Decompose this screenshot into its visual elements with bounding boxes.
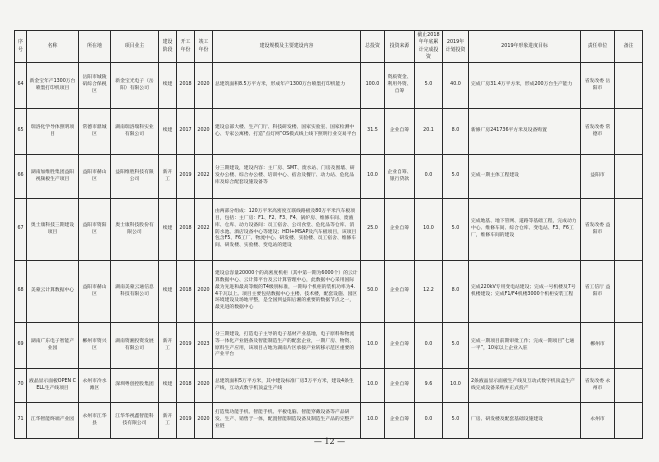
cell-no: 65 (15, 109, 27, 155)
cell-owner: 新金宝光电子（岳阳）有限公司 (111, 63, 159, 109)
cell-resp: 永州市 (581, 403, 615, 439)
cell-stage: 续建 (159, 63, 177, 109)
cell-name: 江华智能终端产业园 (27, 403, 79, 439)
cell-loc: 郴州市资兴区 (79, 323, 111, 369)
cell-owner: 奥士康科技股份有限公司 (111, 199, 159, 261)
cell-end: 2022 (195, 155, 213, 199)
page-number: — 12 — (313, 437, 346, 446)
cell-source: 资质资金、利用外资、自筹 (385, 63, 415, 109)
cell-resp: 省发改委 益阳市 (581, 199, 615, 261)
cell-start: 2017 (177, 109, 195, 155)
cell-resp: 益阳市 (581, 155, 615, 199)
cell-name: 美蒙云计算数据中心 (27, 261, 79, 323)
cell-total: 50.0 (361, 261, 385, 323)
cell-name: 湖南广东电子智能产业园 (27, 323, 79, 369)
cell-resp: 省工信厅 益阳市 (581, 261, 615, 323)
cell-no: 70 (15, 369, 27, 403)
cell-stage: 续建 (159, 261, 177, 323)
table-row (15, 109, 643, 155)
cell-loc: 岳阳市城陵矶综合保税区 (79, 63, 111, 109)
cell-goal: 2条液晶显示面板生产线及互动式数字机顶盒生产线完成设备采购并正式投产 (469, 369, 581, 403)
cell-plan: 8.0 (443, 261, 469, 323)
cell-content: 由两部分组成：120万平米高密度互联线路板及80万平米汽车板项目，包括：主厂房：F1、F2、F3、F4、锅炉房、维修车间、废液库、仓库、动力设备间：员工宿舍、公司食堂、危化品等仓库、消防水池、酒店设备中心等建设；HDI+MSAP及汽车板项目，该项目包含F5、F6工厂、物流中心、研发楼、实验楼、员工宿舍、维修车间、研发楼、实验楼、变电站的建设 (213, 199, 361, 261)
cell-done: 9.6 (415, 369, 443, 403)
cell-total: 10.0 (361, 369, 385, 403)
cell-no: 64 (15, 63, 27, 109)
header-cell: 名称 (27, 31, 79, 63)
header-cell: 2019年计划投资 (443, 31, 469, 63)
cell-content: 分三期建设，打造电子主导的电子基材产业基地，电子原料和物流等一体化产业链条及智能制造生产的配套企业，一期厂房、物资、原料生产应用，该项目占地为湖南片区承接产业转移示范区重要的产业平台 (213, 323, 361, 369)
cell-end: 2020 (195, 109, 213, 155)
cell-stage: 续建 (159, 199, 177, 261)
header-cell: 项目业主 (111, 31, 159, 63)
cell-name: 湖南加维胜集团益阳视频板生产项目 (27, 155, 79, 199)
header-row (15, 31, 643, 63)
cell-source: 企业自筹 (385, 261, 415, 323)
cell-plan: 5.0 (443, 403, 469, 439)
cell-note (615, 323, 643, 369)
cell-stage: 新开工 (159, 323, 177, 369)
cell-resp: 省发改委 岳阳市 (581, 63, 615, 109)
header-cell: 2019年形象进度目标 (469, 31, 581, 63)
cell-done: 12.2 (415, 261, 443, 323)
cell-goal: 完成一期主体工程建设 (469, 155, 581, 199)
cell-end: 2023 (195, 323, 213, 369)
cell-content: 建设总容量20000个的高密度机柜（其中第一期为6000个）的云计算数据中心、云计算平台及云计算管理中心，此数据中心采用国际最为先进和最高等级的T4级别标准，一期每个机柜的装机功率为4.4千瓦以上。项目主要包括数据中心主楼、技术楼，配套设施、园区环境建设及场地平整，是全国到益阳后湘的重要的数据节点之一，最先进的数据中心 (213, 261, 361, 323)
cell-plan: 10.0 (443, 369, 469, 403)
cell-no: 67 (15, 199, 27, 261)
cell-plan: 5.0 (443, 323, 469, 369)
cell-note (615, 155, 643, 199)
table-row (15, 63, 643, 109)
cell-no: 71 (15, 403, 27, 439)
header-cell: 备注 (615, 31, 643, 63)
header-cell: 建设阶段 (159, 31, 177, 63)
header-cell: 投资来源 (385, 31, 415, 63)
cell-loc: 益阳市资阳区 (79, 199, 111, 261)
cell-no: 66 (15, 155, 27, 199)
header-cell: 竣工年份 (195, 31, 213, 63)
cell-total: 31.5 (361, 109, 385, 155)
header-cell: 总投资 (361, 31, 385, 63)
cell-no: 68 (15, 261, 27, 323)
header-cell: 所在地 (79, 31, 111, 63)
cell-done: 0.0 (415, 403, 443, 439)
cell-plan: 8.0 (443, 109, 469, 155)
cell-owner: 益阳维胜科技有限公司 (111, 155, 159, 199)
cell-note (615, 63, 643, 109)
cell-stage: 新开工 (159, 155, 177, 199)
cell-start: 2019 (177, 155, 195, 199)
cell-owner: 湖南美蒙云通信息科技有限公司 (111, 261, 159, 323)
header-cell: 序号 (15, 31, 27, 63)
cell-owner: 江华华视鑫智能科技有限公司 (111, 403, 159, 439)
cell-source: 企业自筹 (385, 109, 415, 155)
cell-source: 企业自筹 (385, 323, 415, 369)
cell-owner: 深圳粤创控股集团 (111, 369, 159, 403)
cell-goal: 完成地基、地下管网、道路等基础工程，完成动力中心、维修车间、综合仓库、变电站、F3、F6工厂，维修车间的建设 (469, 199, 581, 261)
cell-loc: 常德市鼎城区 (79, 109, 111, 155)
cell-name: 奥士康科技三期建设项目 (27, 199, 79, 261)
cell-plan: 5.0 (443, 155, 469, 199)
header-cell: 开工年份 (177, 31, 195, 63)
cell-source: 企业自筹 (385, 369, 415, 403)
cell-name: 瑞洛化学导体照明项目 (27, 109, 79, 155)
cell-start: 2019 (177, 323, 195, 369)
cell-end: 2020 (195, 261, 213, 323)
table-row (15, 261, 643, 323)
cell-plan: 5.0 (443, 199, 469, 261)
table-row (15, 369, 643, 403)
cell-start: 2018 (177, 261, 195, 323)
table-row (15, 323, 643, 369)
cell-start: 2018 (177, 369, 195, 403)
cell-stage: 新开工 (159, 403, 177, 439)
cell-note (615, 261, 643, 323)
cell-note (615, 403, 643, 439)
header-cell: 责任单位 (581, 31, 615, 63)
header-cell: 截止2018年年底累计完成投资 (415, 31, 443, 63)
cell-no: 69 (15, 323, 27, 369)
cell-start: 2018 (177, 199, 195, 261)
cell-resp: 省发改委 常德市 (581, 109, 615, 155)
project-table (14, 30, 643, 439)
cell-note (615, 199, 643, 261)
cell-content: 总建筑面积5万平方米，其中建设标准厂房3万平方米，建设4条生产线，互动式数字机顶盒生产线 (213, 369, 361, 403)
cell-goal: 完成厂房31.4万平方米，形成200万台生产能力 (469, 63, 581, 109)
cell-end: 2020 (195, 369, 213, 403)
cell-loc: 永州市江华县 (79, 403, 111, 439)
cell-source: 企业自筹 (385, 403, 415, 439)
cell-end: 2022 (195, 199, 213, 261)
cell-goal: 完成220kV专用变电站建设；完成一号机楼及7号机楼建设；完成F1/F4机楼3000个机柜安装工程 (469, 261, 581, 323)
cell-total: 10.0 (361, 403, 385, 439)
cell-note (615, 369, 643, 403)
cell-source: 企业自筹、银行贷款 (385, 155, 415, 199)
cell-owner: 湖南瑞洛瑞科实业有限公司 (111, 109, 159, 155)
cell-note (615, 109, 643, 155)
cell-content: 建设总部大楼、生产门厅、科技研发楼、国家实验室、国家检测中心、专家公寓楼、打造“点灯网”OS模式线上线下照明行业交易平台 (213, 109, 361, 155)
cell-resp: 省发改委 永州市 (581, 369, 615, 403)
cell-loc: 益阳市赫山区 (79, 155, 111, 199)
cell-source: 企业自筹 (385, 199, 415, 261)
cell-content: 分三期建设，建设内容：主厂房、SMT、废水站、门房及围墙、研发办公楼、综合办公楼、培训中心、宿舍及餐厅、动力站、危化品库及综合配套设施设备等 (213, 155, 361, 199)
cell-done: 10.0 (415, 199, 443, 261)
cell-done: 0.0 (415, 323, 443, 369)
table-row (15, 403, 643, 439)
cell-total: 25.0 (361, 199, 385, 261)
cell-content: 打造集功能手机、智能手机、平板电脑、智能穿戴设备等产品研发、生产、销售于一体，配置智能制造设备及制造生产品的完整产业链 (213, 403, 361, 439)
cell-owner: 湖南资湘投资发展有限公司 (111, 323, 159, 369)
cell-goal: 完成一期项目前期审批工作；完成一期项目“七通一平”，10家以上企业入驻 (469, 323, 581, 369)
cell-end: 2020 (195, 63, 213, 109)
cell-start: 2019 (177, 403, 195, 439)
header-cell: 建设规模及主要建设内容 (213, 31, 361, 63)
table-row (15, 155, 643, 199)
cell-content: 总建筑面积8.5万平方米，形成年产1300万台喷墨打印机能力 (213, 63, 361, 109)
cell-loc: 永州市冷水滩区 (79, 369, 111, 403)
cell-end: 2020 (195, 403, 213, 439)
cell-done: 5.0 (415, 63, 443, 109)
cell-plan: 40.0 (443, 63, 469, 109)
cell-total: 100.0 (361, 63, 385, 109)
cell-total: 10.0 (361, 155, 385, 199)
cell-goal: 新修厂房241736平方米及设备购置 (469, 109, 581, 155)
cell-done: 20.1 (415, 109, 443, 155)
cell-name: 液晶显示面板OPEN CELL生产线项目 (27, 369, 79, 403)
cell-loc: 益阳市赫山区 (79, 261, 111, 323)
cell-resp: 郴州市 (581, 323, 615, 369)
cell-done: 0.0 (415, 155, 443, 199)
cell-start: 2018 (177, 63, 195, 109)
cell-goal: 厂房、研发楼及配套基础设施建设 (469, 403, 581, 439)
cell-name: 新金宝年产1300万台喷墨打印机项目 (27, 63, 79, 109)
cell-stage: 续建 (159, 109, 177, 155)
table-row (15, 199, 643, 261)
table-body (15, 63, 643, 439)
cell-stage: 续建 (159, 369, 177, 403)
cell-total: 10.0 (361, 323, 385, 369)
